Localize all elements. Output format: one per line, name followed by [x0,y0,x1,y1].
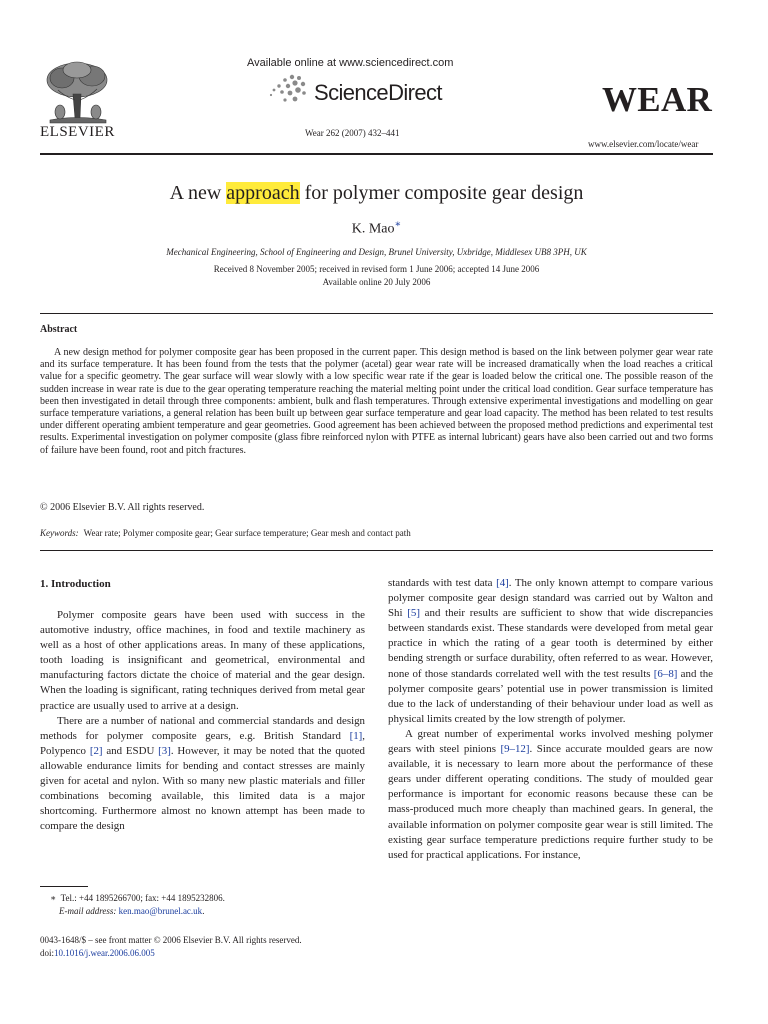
right-column [388,576,713,863]
doi-label: doi: [40,948,55,958]
journal-citation: Wear 262 (2007) 432–441 [305,128,400,138]
text-run: A great number of experimental works involved meshing polymer gears with steel pinions [388,727,713,756]
sciencedirect-dots-icon [268,74,310,104]
abstract-top-rule [40,313,713,314]
online-date: Available online 20 July 2006 [322,277,431,287]
text-run: and their results are sufficient to show that wide discrepancies between standards exist. These standards were developed from metal gear practice in which the rating of a gear tooth is determined by either bending strength or surface durability, often referred to as wear. However, none of those standards correlated well with the test results [388,607,713,680]
text-run: . The only known attempt to compare various polymer composite gear design standard was carried out by Walton and Shi [388,577,713,620]
journal-title: WEAR [602,80,713,119]
reference-link-5[interactable]: [5] [407,607,420,620]
email-link[interactable]: ken.mao@brunel.ac.uk [118,906,203,916]
abstract-copyright: © 2006 Elsevier B.V. All rights reserved. [40,502,205,513]
reference-link-6-8[interactable]: [6–8] [653,667,678,680]
keywords [40,528,411,538]
intro-paragraph-2-continued [388,576,713,727]
footnote-rule [40,886,88,887]
keywords-list: Wear rate; Polymer composite gear; Gear surface temperature; Gear mesh and contact path [83,528,411,538]
header-rule [40,153,713,155]
elsevier-tree-logo-icon [40,60,114,126]
text-run: , Polypenco [40,729,365,757]
reference-link-4[interactable]: [4] [496,577,509,589]
footer-doi [40,948,155,958]
intro-paragraph-2 [40,714,365,835]
abstract-heading: Abstract [40,324,78,335]
text-run: and ESDU [102,744,159,757]
reference-link-9-12[interactable]: [9–12] [500,743,530,756]
footnote-phone: Tel.: +44 1895266700; fax: +44 1895232806. [60,893,225,903]
author-text: K. Mao [351,221,395,237]
author-affiliation: Mechanical Engineering, School of Engineering and Design, Brunel University, Uxbridge, Middlesex UB8 3PH, UK [166,247,587,257]
footnote-email [59,906,204,916]
left-column [40,608,365,834]
paper-title [40,182,713,205]
intro-paragraph-1: Polymer composite gears have been used with success in the automotive industry, office machines, in food and textile machinery as well as a host of other applications areas. In many of these applications, tooth loading is insignificant and geometrical, environmental and manufacturing factors dictate the choice of material and the gear design. When the loading is significant, rating techniques derived from metal gear practice are usually used to arrive at a design. [40,609,365,712]
abstract-text: A new design method for polymer composite gear has been proposed in the current paper. This design method is based on the link between polymer gear wear rate and its surface temperature. It has been found from the tests that the polymer (acetal) gear wear rate will be increased dramatically when the load reaches a critical value for a specific geometry. The gear surface will wear slowly with a low specific wear rate if the gear is loaded below the critical one. The possible reason of the sudden increase in wear rate is due to the gear operating temperature reaching the material melting point under the critical load condition. Gear surface temperature has been then investigated in detail through three components: ambient, bulk and flash temperatures. Through extensive experimental investigations and modelling on gear surface temperature variations, a general relation has been built up between gear surface temperature and gear load capacity. The method has been related to test results under different operating ambient temperature and gear geometries. Good agreement has been achieved between the proposed method predictions and experimental test results. Experimental investigation on polymer composite (glass fibre reinforced nylon with PTFE as internal lubricant) gears have also been carried out and two forms of failure have been found, root and pitch fractures. [40,347,713,456]
text-run: There are a number of national and commercial standards and design methods for polymer composite gears, e.g. British Standard [40,714,365,742]
author-footnote-link[interactable]: ∗ [394,219,402,230]
author-name [40,219,713,238]
email-label: E-mail address: [59,906,117,916]
reference-link-3[interactable]: [3] [158,744,171,757]
title-text-end: for polymer composite gear design [299,182,584,204]
publisher-name: ELSEVIER [40,124,115,140]
text-run: . However, it may be noted that the quoted allowable endurance limits for bending and contact stresses are mainly given for acetal and nylon. With so many new plastic materials and filler combinations becoming available, this limited data is a major shortcoming. Furthermore almost no known attempt has been made to compare the design [40,744,365,833]
journal-url[interactable]: www.elsevier.com/locate/wear [588,139,699,149]
reference-link-1[interactable]: [1] [349,729,363,742]
footnote-contact [50,893,225,904]
received-dates: Received 8 November 2005; received in revised form 1 June 2006; accepted 14 June 2006 [213,264,540,274]
text-run: . Since accurate moulded gears are now available, it is necessary to learn more about the performance of these gears under different operating conditions. The study of moulded gear performance is important for economic reasons because these can be mass-produced much more cheaply than machined gears. In general, the available information on polymer composite gear wear is still limited. The existing gear surface temperature predictions require further study to be used for practical applications. For instance, [388,743,713,861]
intro-paragraph-3 [388,727,713,863]
text-run: and the polymer composite gears’ potential use in power transmission is limited due to the lack of understanding of their behaviour under load as well as physical limits created by the low strength of polymer. [388,667,714,725]
sciencedirect-logo-text: ScienceDirect [314,80,442,105]
doi-link[interactable]: 10.1016/j.wear.2006.06.005 [54,948,155,958]
title-text-start: A new [169,182,227,204]
keywords-bottom-rule [40,550,713,551]
text-run: standards with test data [388,577,497,589]
reference-link-2[interactable]: [2] [89,744,103,757]
email-period: . [202,906,205,916]
section-heading-introduction: 1. Introduction [40,578,111,590]
footer-issn: 0043-1648/$ – see front matter © 2006 Elsevier B.V. All rights reserved. [40,935,302,945]
available-online-text: Available online at www.sciencedirect.com [247,57,454,69]
footnote-mark: ∗ [50,893,57,903]
title-highlight: approach [226,182,300,204]
keywords-label: Keywords: [40,528,79,538]
